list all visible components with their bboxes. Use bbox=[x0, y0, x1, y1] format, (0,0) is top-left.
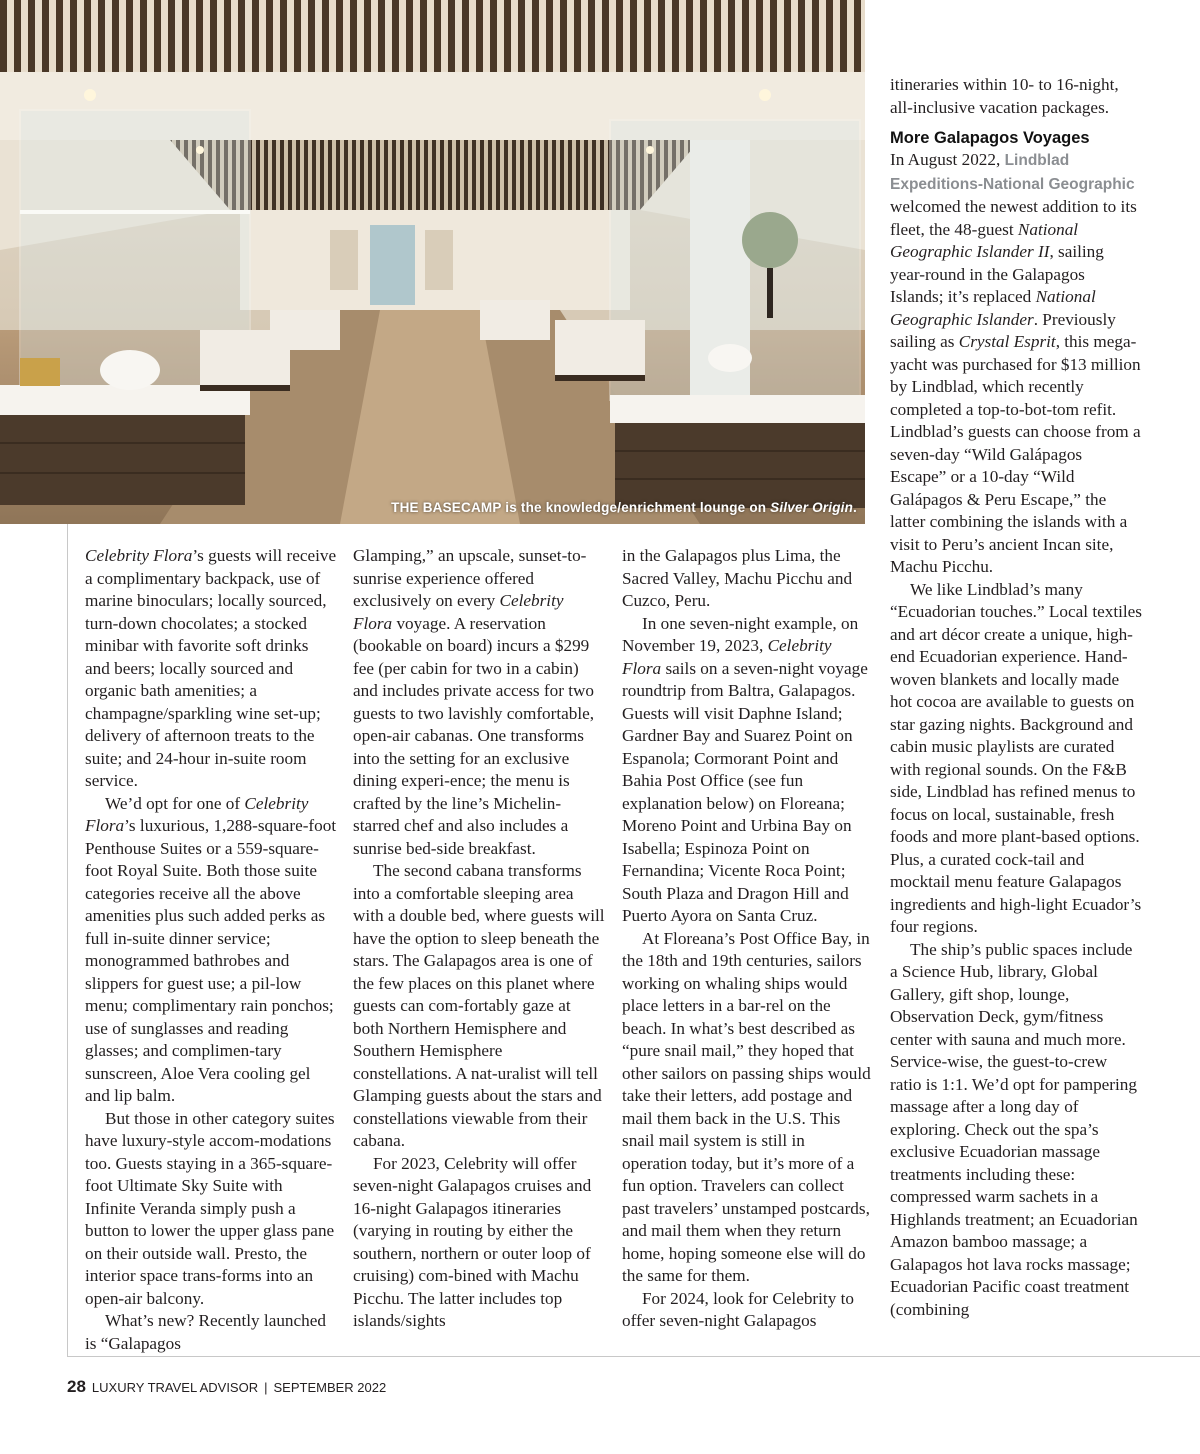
column-divider bbox=[67, 524, 68, 1357]
ship-name: Celebrity Flora bbox=[85, 546, 193, 565]
paragraph: For 2024, look for Celebrity to offer seven-night Galapagos bbox=[622, 1288, 854, 1330]
paragraph-text: , sailing year-round in the Galapagos Islands; it’s replaced bbox=[890, 242, 1104, 306]
paragraph bbox=[622, 613, 874, 928]
paragraph: itineraries within 10- to 16-night, all-inclusive vacation packages. bbox=[890, 75, 1119, 117]
paragraph-text: sails on a seven-night voyage roundtrip from Baltra, Galapagos. Guests will visit Daphne Island; Gardner Bay and Suarez Point on Espanola; Cormorant Point and Bahia Post Office (see fun explanation below) on Floreana; Moreno Point and Urbina Bay on Isabella; Espinoza Point on Fernandina; Vicente Roca Point; South Plaza and Dragon Hill and Puerto Ayora on Santa Cruz. bbox=[622, 658, 868, 925]
paragraph: The ship’s public spaces include a Science Hub, library, Global Gallery, gift shop, lounge, Observation Deck, gym/fitness center with sauna and much more. Service-wise, the guest-to-crew ratio is 1:1. We’d opt for pampering massage after a long day of exploring. Check out the spa’s exclusive Ecuadorian massage treatments including these: compressed warm sachets in a Highlands treatment; an Ecuadorian Amazon bamboo massage; a Galapagos hot lava rocks massage; Ecuadorian Pacific coast treatment (combining bbox=[890, 939, 1138, 1319]
lounge-photo bbox=[0, 0, 865, 524]
ship-name: National Geographic Islander II bbox=[890, 219, 1079, 261]
paragraph-text: ’s guests will receive a complimentary backpack, use of marine binoculars; locally sourced, turn-down chocolates; a stocked minibar with favorite soft drinks and beers; locally sourced and organic bath amenities; a champagne/sparkling wine set-up; delivery of afternoon treats to the suite; and 24-hour in-suite room service. bbox=[85, 546, 337, 790]
paragraph: We like Lindblad’s many “Ecuadorian touches.” Local textiles and art décor create a unique, high-end Ecuadorian experience. Hand-woven blankets and locally made hot cocoa are available to guests on star gazing nights. Background and cabin music playlists are curated with regional sounds. On the F&B side, Lindblad has refined menus to focus on local, sustainable, fresh foods and more plant-based options. Plus, a curated cock-tail and mocktail menu feature Galapagos ingredients and high-light Ecuador’s four regions. bbox=[890, 579, 1142, 936]
paragraph bbox=[85, 545, 337, 793]
paragraph: For 2023, Celebrity will offer seven-night Galapagos cruises and 16-night Galapagos itineraries (varying in routing by either the southern, northern or outer loop of cruising) com-bined with Machu Picchu. The latter includes top islands/sights bbox=[353, 1153, 592, 1330]
paragraph-text: In August 2022, bbox=[890, 150, 1005, 169]
section-heading: More Galapagos Voyages bbox=[890, 129, 1090, 147]
ship-name: Celebrity Flora bbox=[622, 636, 832, 678]
article-column-3 bbox=[622, 545, 874, 1333]
paragraph-text: welcomed the newest addition to its fleet, the 48-guest bbox=[890, 197, 1137, 239]
caption-end: . bbox=[853, 500, 857, 515]
paragraph-text: ’s luxurious, 1,288-square-foot Penthouse Suites or a 559-square-foot Royal Suite. Both those suite categories receive all the above amenities plus such added perks as full in-suite dinner service; monogrammed bathrobes and slippers for guest use; a pil-low menu; complimentary rain ponchos; use of sunglasses and reading glasses; and complimen-tary sunscreen, Aloe Vera cooling gel and lip balm. bbox=[85, 816, 337, 1105]
paragraph: The second cabana transforms into a comfortable sleeping area with a double bed, where guests will have the option to sleep beneath the stars. The Galapagos area is one of the few places on this planet where guests can com-fortably gaze at both Northern Hemisphere and Southern Hemisphere constellations. A nat-uralist will tell Glamping guests about the stars and constellations viewable from their cabana. bbox=[353, 861, 605, 1150]
ship-name: Celebrity Flora bbox=[85, 793, 309, 835]
lounge-illustration bbox=[0, 0, 865, 524]
paragraph bbox=[890, 149, 1142, 579]
paragraph: in the Galapagos plus Lima, the Sacred Valley, Machu Picchu and Cuzco, Peru. bbox=[622, 546, 853, 610]
article-column-2 bbox=[353, 545, 605, 1333]
company-name: Lindblad Expeditions-National Geographic bbox=[890, 152, 1135, 193]
paragraph-text: Glamping,” an upscale, sunset-to-sunrise experience offered exclusively on every bbox=[353, 546, 587, 610]
paragraph bbox=[353, 545, 605, 860]
publication-name: LUXURY TRAVEL ADVISOR bbox=[91, 1380, 259, 1395]
caption-middle: is the knowledge/enrichment lounge on bbox=[501, 500, 771, 515]
paragraph: But those in other category suites have luxury-style accom-modations too. Guests staying in a 365-square-foot Ultimate Sky Suite with Infinite Veranda simply push a button to lower the upper glass pane on their outside wall. Presto, the interior space trans-forms into an open-air balcony. bbox=[85, 1108, 335, 1308]
page-footer bbox=[67, 1377, 386, 1397]
paragraph: What’s new? Recently launched is “Galapagos bbox=[85, 1311, 326, 1353]
paragraph-text: In one seven-night example, on November 19, 2023, bbox=[622, 613, 859, 655]
footer-divider: | bbox=[264, 1380, 268, 1395]
article-column-4 bbox=[890, 74, 1142, 1321]
paragraph bbox=[85, 793, 337, 1108]
paragraph-text: . Previously sailing as bbox=[890, 309, 1116, 351]
caption-lead: THE BASECAMP bbox=[391, 500, 502, 515]
paragraph-text: We’d opt for one of bbox=[105, 793, 245, 813]
page-number: 28 bbox=[67, 1377, 86, 1396]
photo-caption bbox=[391, 500, 857, 515]
article-column-1 bbox=[85, 545, 337, 1355]
ship-name: Celebrity Flora bbox=[353, 591, 564, 633]
footer-rule bbox=[67, 1356, 1200, 1357]
caption-ship-name: Silver Origin bbox=[770, 500, 854, 515]
ship-name: Crystal Esprit bbox=[958, 332, 1056, 351]
paragraph-text: , this mega-yacht was purchased for $13 million by Lindblad, which recently completed a top-to-bot-tom refit. Lindblad’s guests can choose from a seven-day “Wild Galápagos Escape” or a 10-day “Wild Galápagos & Peru Escape,” the latter combining the islands with a visit to Peru’s ancient Incan site, Machu Picchu. bbox=[890, 332, 1141, 576]
paragraph-text: voyage. A reservation (bookable on board) incurs a $299 fee (per cabin for two in a cabin) and includes private access for two guests to two lavishly comfortable, open-air cabanas. One transforms into the setting for an exclusive dining experi-ence; the menu is crafted by the line’s Michelin-starred chef and also includes a sunrise bed-side breakfast. bbox=[353, 613, 595, 858]
paragraph: At Floreana’s Post Office Bay, in the 18th and 19th centuries, sailors working on whaling ships would place letters in a bar-rel on the beach. In what’s best described as “pure snail mail,” they hoped that other sailors on passing ships would take their letters, add postage and mail them back in the U.S. This snail mail system is still in operation today, but it’s more of a fun option. Travelers can collect past travelers’ unstamped postcards, and mail them when they return home, hoping someone else will do the same for them. bbox=[622, 928, 871, 1285]
issue-date: SEPTEMBER 2022 bbox=[273, 1380, 387, 1395]
ship-name: National Geographic Islander bbox=[890, 287, 1096, 329]
